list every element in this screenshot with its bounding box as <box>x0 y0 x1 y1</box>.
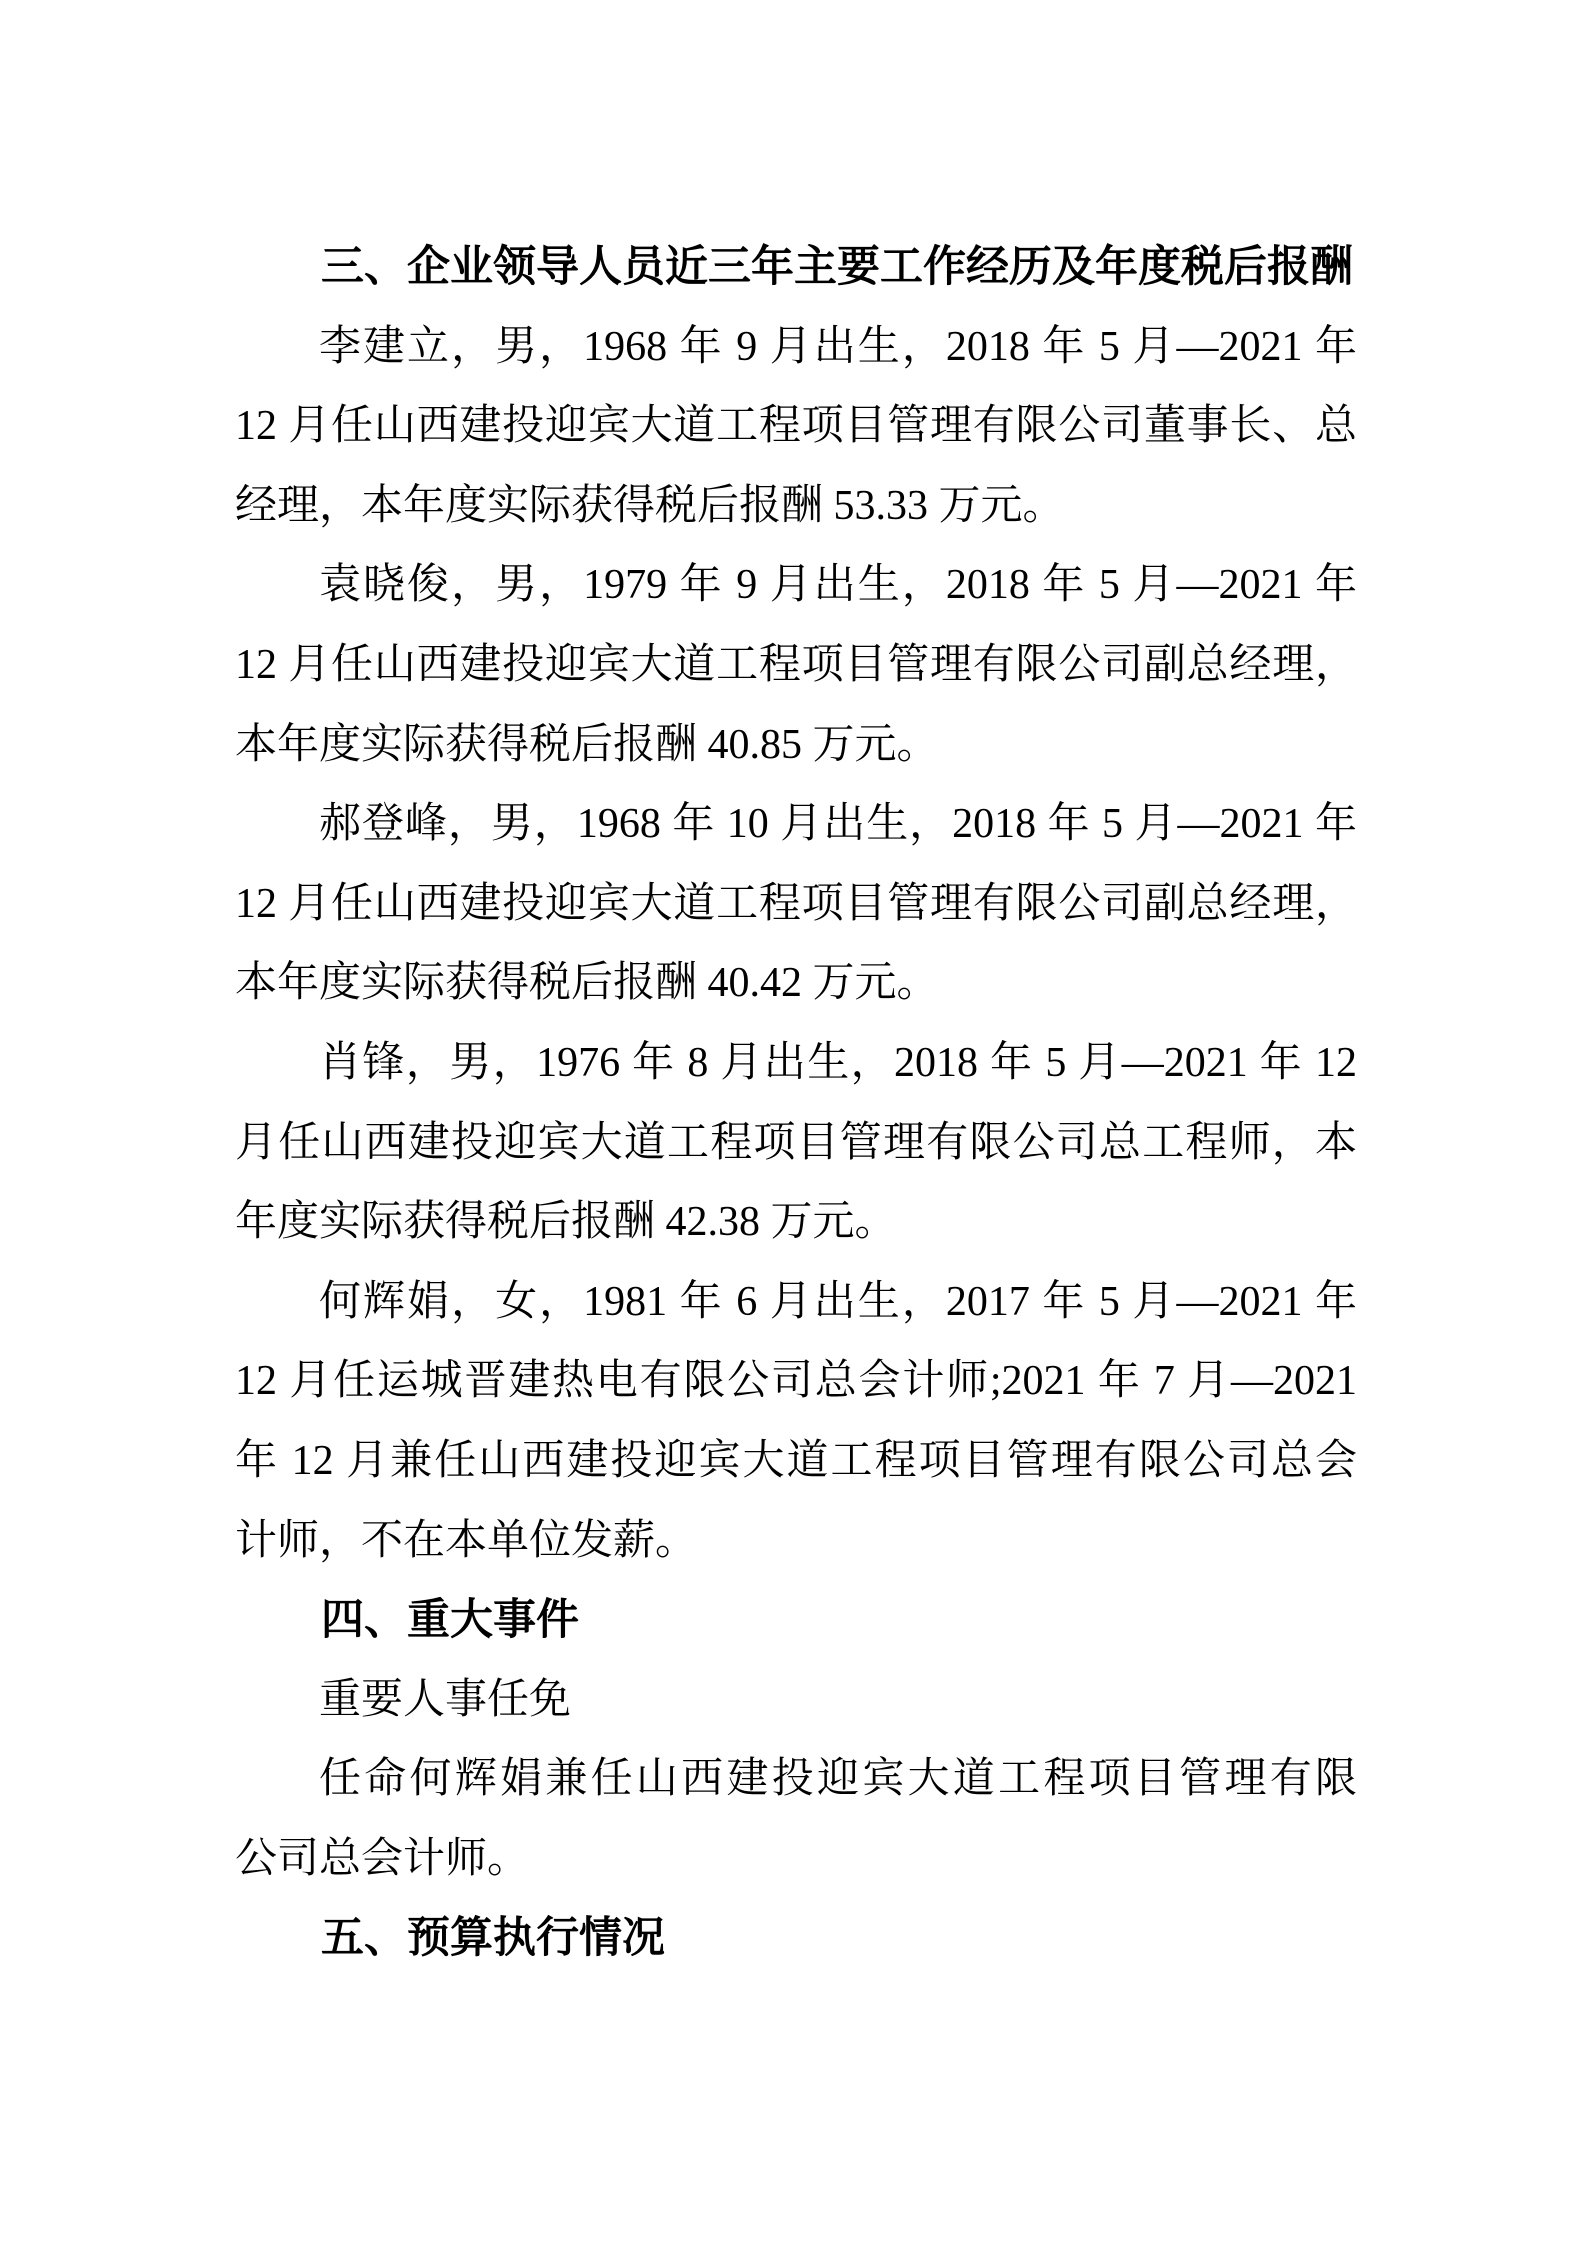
section-heading-budget-execution: 五、预算执行情况 <box>321 1914 665 1963</box>
para-hao-dengfeng-line-1: 郝登峰，男，1968 年 10 月出生，2018 年 5 月—2021 年 <box>319 801 1357 848</box>
para-li-jianli-line-1: 李建立，男，1968 年 9 月出生，2018 年 5 月—2021 年 <box>319 323 1357 370</box>
para-personnel-appointments-label: 重要人事任免 <box>319 1676 572 1723</box>
para-he-huijuan-line-4: 计师，不在本单位发薪。 <box>235 1517 698 1564</box>
para-he-huijuan-line-2: 12 月任运城晋建热电有限公司总会计师;2021 年 7 月—2021 <box>235 1358 1357 1405</box>
para-xiao-feng-line-3: 年度实际获得税后报酬 42.38 万元。 <box>235 1199 897 1246</box>
para-he-huijuan-line-3: 年 12 月兼任山西建投迎宾大道工程项目管理有限公司总会 <box>235 1437 1357 1484</box>
para-li-jianli-line-2: 12 月任山西建投迎宾大道工程项目管理有限公司董事长、总 <box>235 403 1357 450</box>
section-heading-leadership-history: 三、企业领导人员近三年主要工作经历及年度税后报酬 <box>321 243 1353 291</box>
para-hao-dengfeng-line-2: 12 月任山西建投迎宾大道工程项目管理有限公司副总经理， <box>235 880 1357 927</box>
para-yuan-xiaojun-line-1: 袁晓俊，男，1979 年 9 月出生，2018 年 5 月—2021 年 <box>319 562 1357 609</box>
section-heading-major-events: 四、重大事件 <box>321 1596 579 1645</box>
para-xiao-feng-line-1: 肖锋，男，1976 年 8 月出生，2018 年 5 月—2021 年 12 <box>319 1039 1357 1086</box>
document-text-block <box>235 228 1357 1979</box>
para-xiao-feng-line-2: 月任山西建投迎宾大道工程项目管理有限公司总工程师，本 <box>235 1119 1357 1166</box>
para-yuan-xiaojun-line-3: 本年度实际获得税后报酬 40.85 万元。 <box>235 721 939 768</box>
para-hao-dengfeng-line-3: 本年度实际获得税后报酬 40.42 万元。 <box>235 960 939 1007</box>
para-he-huijuan-line-1: 何辉娟，女，1981 年 6 月出生，2017 年 5 月—2021 年 <box>319 1278 1357 1325</box>
para-li-jianli-line-3: 经理，本年度实际获得税后报酬 53.33 万元。 <box>235 482 1065 529</box>
para-appointment-he-huijuan-line-1: 任命何辉娟兼任山西建投迎宾大道工程项目管理有限 <box>319 1756 1357 1803</box>
para-appointment-he-huijuan-line-2: 公司总会计师。 <box>235 1835 530 1882</box>
para-yuan-xiaojun-line-2: 12 月任山西建投迎宾大道工程项目管理有限公司副总经理， <box>235 641 1357 688</box>
